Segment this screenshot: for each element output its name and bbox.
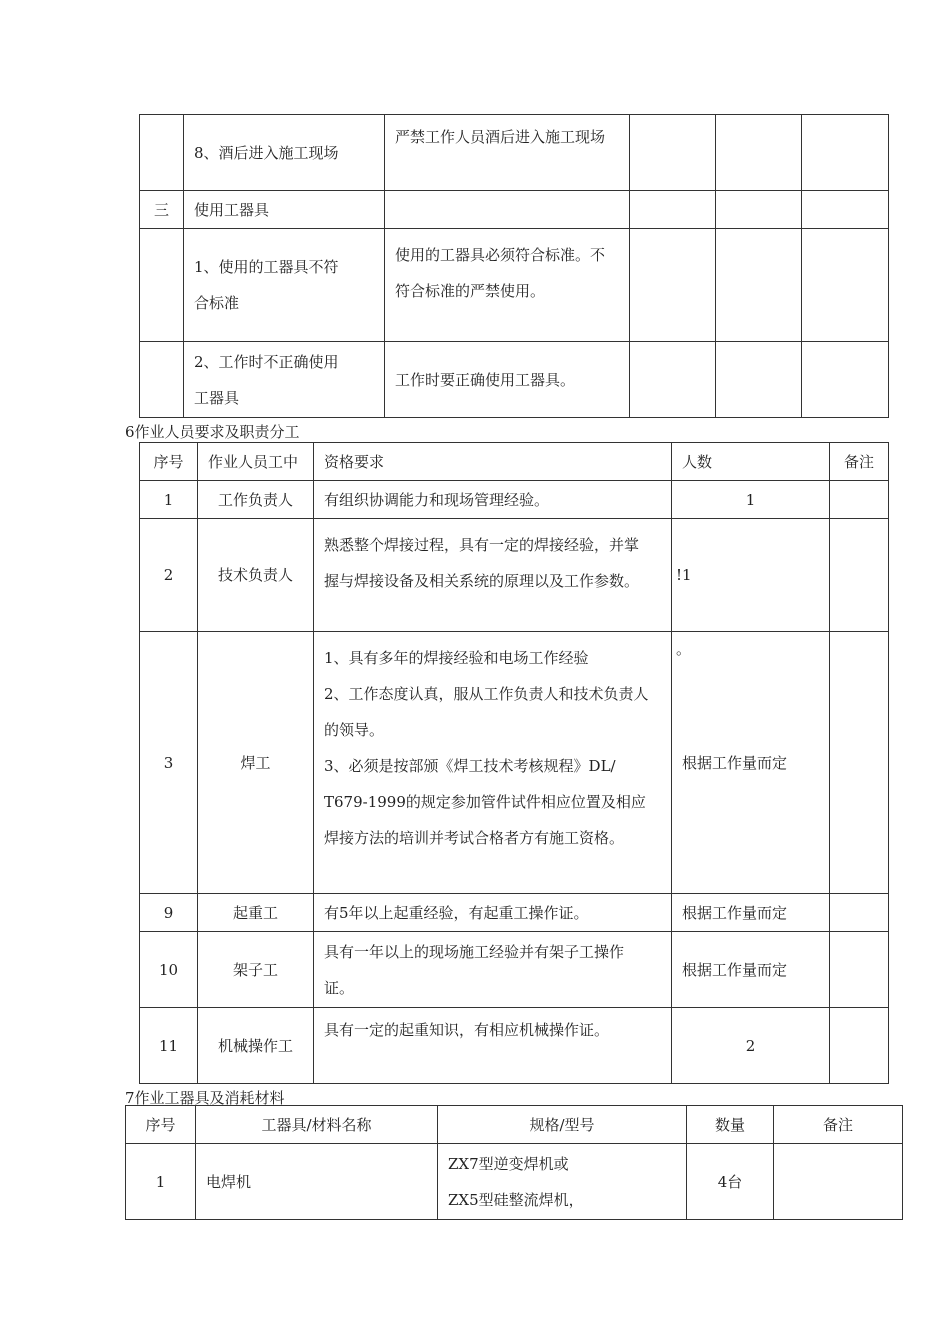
row-no: 1 bbox=[140, 481, 198, 519]
hazard-measure: 使用的工器具必须符合标准。不 符合标准的严禁使用。 bbox=[385, 229, 630, 342]
hazard-row bbox=[140, 229, 889, 342]
section6-title: 6作业人员要求及职责分工 bbox=[125, 423, 300, 441]
table-row bbox=[140, 519, 889, 632]
table-row bbox=[140, 481, 889, 519]
row-name: 电焊机 bbox=[196, 1144, 438, 1220]
hazard-measure: 工作时要正确使用工器具。 bbox=[385, 342, 630, 418]
row-remark bbox=[830, 932, 889, 1008]
col-header-qual: 资格要求 bbox=[314, 443, 672, 481]
row-no: 11 bbox=[140, 1008, 198, 1084]
tools-header-row bbox=[126, 1106, 903, 1144]
personnel-header-row bbox=[140, 443, 889, 481]
hazard-row bbox=[140, 115, 889, 191]
col-header-no: 序号 bbox=[140, 443, 198, 481]
row-count: 2 bbox=[672, 1008, 830, 1084]
hazard-index bbox=[140, 115, 184, 191]
row-role: 工作负责人 bbox=[198, 481, 314, 519]
hazard-index bbox=[140, 229, 184, 342]
col-header-remark: 备注 bbox=[830, 443, 889, 481]
row-count: 1 bbox=[672, 481, 830, 519]
hazard-item: 使用工器具 bbox=[184, 191, 385, 229]
col-header-qty: 数量 bbox=[687, 1106, 774, 1144]
col-header-role: 作业人员工中 bbox=[198, 443, 314, 481]
row-remark bbox=[830, 481, 889, 519]
row-no: 9 bbox=[140, 894, 198, 932]
row-role: 机械操作工 bbox=[198, 1008, 314, 1084]
table-row bbox=[140, 932, 889, 1008]
row-qual: 有组织协调能力和现场管理经验。 bbox=[314, 481, 672, 519]
col-header-name: 工器具/材料名称 bbox=[196, 1106, 438, 1144]
row-qual: 具有一定的起重知识，有相应机械操作证。 bbox=[314, 1008, 672, 1084]
row-qual: 熟悉整个焊接过程，具有一定的焊接经验，并掌 握与焊接设备及相关系统的原理以及工作参数。 bbox=[314, 519, 672, 632]
hazard-index bbox=[140, 342, 184, 418]
count-mark: 。 bbox=[676, 640, 692, 658]
row-qual: 1、具有多年的焊接经验和电场工作经验 2、工作态度认真，服从工作负责人和技术负责人 的领导。 3、必须是按部颁《焊工技术考核规程》DL/ T679-1999的规定参加管件试件相应位置及相应 焊接方法的培训并考试合格者方有施工资格。 bbox=[314, 632, 672, 894]
table-row bbox=[140, 1008, 889, 1084]
row-role: 技术负责人 bbox=[198, 519, 314, 632]
hazard-row bbox=[140, 191, 889, 229]
row-remark bbox=[830, 519, 889, 632]
table-row bbox=[140, 632, 889, 894]
hazard-row bbox=[140, 342, 889, 418]
table-row bbox=[126, 1144, 903, 1220]
row-role: 焊工 bbox=[198, 632, 314, 894]
row-count: 。 根据工作量而定 bbox=[672, 632, 830, 894]
row-no: 3 bbox=[140, 632, 198, 894]
row-no: 1 bbox=[126, 1144, 196, 1220]
hazard-item: 8、酒后进入施工现场 bbox=[184, 115, 385, 191]
row-remark bbox=[774, 1144, 903, 1220]
col-header-count: 人数 bbox=[672, 443, 830, 481]
hazard-index: 三 bbox=[140, 191, 184, 229]
table-row bbox=[140, 894, 889, 932]
personnel-table bbox=[139, 442, 889, 1084]
row-no: 10 bbox=[140, 932, 198, 1008]
col-header-remark: 备注 bbox=[774, 1106, 903, 1144]
hazard-table bbox=[139, 114, 889, 418]
row-role: 架子工 bbox=[198, 932, 314, 1008]
hazard-item: 2、工作时不正确使用 工器具 bbox=[184, 342, 385, 418]
row-qty: 4台 bbox=[687, 1144, 774, 1220]
row-no: 2 bbox=[140, 519, 198, 632]
row-count: 根据工作量而定 bbox=[672, 932, 830, 1008]
row-remark bbox=[830, 1008, 889, 1084]
row-count: !1 bbox=[672, 519, 830, 632]
row-remark bbox=[830, 632, 889, 894]
row-spec: ZX7型逆变焊机或 ZX5型硅整流焊机， bbox=[438, 1144, 687, 1220]
row-qual: 具有一年以上的现场施工经验并有架子工操作 证。 bbox=[314, 932, 672, 1008]
row-remark bbox=[830, 894, 889, 932]
row-role: 起重工 bbox=[198, 894, 314, 932]
tools-table bbox=[125, 1105, 903, 1220]
hazard-item: 1、使用的工器具不符 合标准 bbox=[184, 229, 385, 342]
hazard-measure: 严禁工作人员酒后进入施工现场 bbox=[385, 115, 630, 191]
row-qual: 有5年以上起重经验，有起重工操作证。 bbox=[314, 894, 672, 932]
col-header-no: 序号 bbox=[126, 1106, 196, 1144]
hazard-measure bbox=[385, 191, 630, 229]
row-count: 根据工作量而定 bbox=[672, 894, 830, 932]
col-header-spec: 规格/型号 bbox=[438, 1106, 687, 1144]
section7-title: 7作业工器具及消耗材料 bbox=[125, 1089, 285, 1107]
